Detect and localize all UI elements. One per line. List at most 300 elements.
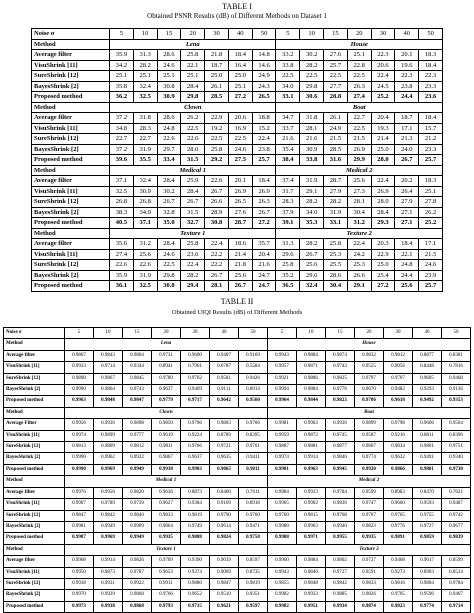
value-cell: 22.1 [395,249,419,260]
table-row [4,499,471,510]
value-cell: 0.9891 [384,533,413,544]
table-row [32,60,443,71]
value-cell: 25.8 [276,260,300,271]
value-cell: 0.9605 [413,373,442,384]
value-cell: 22.9 [205,113,229,124]
value-cell: 0.9653 [152,567,181,578]
value-cell: 0.9819 [239,578,268,589]
table-row [32,270,443,281]
value-cell: 37.1 [110,176,134,187]
value-cell: 0.8941 [152,362,181,373]
value-cell: 0.8873 [181,487,210,498]
value-cell: 0.9407 [210,350,239,361]
value-cell: 21.6 [300,134,324,145]
value-cell: 25.6 [133,249,157,260]
method-name: VisuShrink [11] [4,362,65,373]
value-cell: 15.7 [419,123,443,134]
value-cell: 31.9 [133,270,157,281]
value-cell: 0.9510 [210,590,239,601]
image-name-right: Medical 2 [268,476,471,487]
value-cell: 30.8 [157,281,181,292]
value-cell: 0.9867 [65,350,94,361]
value-cell: 0.9787 [123,567,152,578]
value-cell: 0.9812 [384,350,413,361]
value-cell: 0.9765 [384,510,413,521]
value-cell: 20.1 [228,176,252,187]
value-cell: 0.9637 [152,385,181,396]
table1-number: TABLE I [222,2,252,11]
noise-level-cell: 5 [268,328,297,339]
image-name-left: Lena [110,39,276,50]
method-name: Proposed method [32,218,110,229]
method-name: BayesShrink [2] [32,144,110,155]
value-cell: 31.7 [276,186,300,197]
value-cell: 23.6 [181,249,205,260]
value-cell: 24.5 [371,81,395,92]
value-cell: 0.9842 [326,578,355,589]
value-cell: 38.3 [110,207,134,218]
method-name: Average filter [4,487,65,498]
value-cell: 0.9069 [210,567,239,578]
value-cell: 24.3 [252,81,276,92]
value-cell: 0.9591 [355,567,384,578]
value-cell: 0.9599 [355,487,384,498]
value-cell: 26.9 [228,186,252,197]
value-cell: 27.2 [371,281,395,292]
value-cell: 30.9 [300,144,324,155]
value-cell: 31.5 [181,155,205,166]
method-name: SureShrink [12] [32,134,110,145]
table-row [32,155,443,166]
value-cell: 30.8 [205,218,229,229]
table-row [4,396,471,407]
value-cell: 0.9804 [413,578,442,589]
value-cell: 25.7 [252,155,276,166]
value-cell: 0.9866 [384,464,413,475]
value-cell: 26.1 [324,113,348,124]
value-cell: 36.5 [276,281,300,292]
value-cell: 36.2 [110,92,134,103]
method-name: VisuShrink [11] [4,499,65,510]
value-cell: 22.5 [276,71,300,82]
value-cell: 28.1 [205,281,229,292]
value-cell: 0.9743 [326,362,355,373]
value-cell: 0.9801 [413,442,442,453]
value-cell: 28.7 [228,218,252,229]
value-cell: 0.9706 [181,419,210,430]
value-cell: 29.8 [300,81,324,92]
value-cell: 0.9714 [94,362,123,373]
value-cell: 28.0 [371,155,395,166]
value-cell: 18.8 [252,113,276,124]
image-name-right: House [276,39,443,50]
value-cell: 0.9593 [413,499,442,510]
value-cell: 0.9938 [65,578,94,589]
value-cell: 28.2 [133,60,157,71]
value-cell: 29.6 [300,270,324,281]
value-cell: 0.9492 [413,396,442,407]
value-cell: 35.4 [276,144,300,155]
value-cell: 27.2 [228,92,252,103]
value-cell: 0.9885 [326,590,355,601]
value-cell: 0.9965 [268,499,297,510]
value-cell: 0.9943 [268,350,297,361]
value-cell: 28.2 [300,60,324,71]
value-cell: 0.9867 [355,442,384,453]
method-label: Method [4,407,65,418]
value-cell: 0.9600 [181,350,210,361]
value-cell: 0.9933 [297,590,326,601]
method-name: VisuShrink [11] [32,123,110,134]
value-cell: 20.1 [395,50,419,61]
value-cell: 0.9636 [152,487,181,498]
value-cell: 22.6 [205,176,229,187]
value-cell: 33.4 [157,155,181,166]
value-cell: 0.9884 [297,556,326,567]
value-cell: 22.5 [300,71,324,82]
value-cell: 0.9789 [94,499,123,510]
value-cell: 0.9969 [94,533,123,544]
value-cell: 28.0 [181,144,205,155]
noise-level-cell: 50 [419,29,443,40]
method-name: SureShrink [12] [4,373,65,384]
value-cell: 0.8599 [442,556,471,567]
value-cell: 24.8 [157,123,181,134]
value-cell: 0.9963 [297,419,326,430]
value-cell: 19.6 [395,60,419,71]
value-cell: 23.3 [419,81,443,92]
value-cell: 0.9751 [442,442,471,453]
value-cell: 0.9826 [123,556,152,567]
table-row [32,144,443,155]
method-name: VisuShrink [11] [32,60,110,71]
table-row [32,92,443,103]
value-cell: 18.4 [228,50,252,61]
value-cell: 22.5 [181,123,205,134]
method-name: SureShrink [12] [4,510,65,521]
value-cell: 0.9936 [94,419,123,430]
method-name: Average filter [4,556,65,567]
value-cell: 0.9784 [326,487,355,498]
method-name: SureShrink [12] [4,442,65,453]
value-cell: 0.9874 [355,601,384,612]
value-cell: 17.1 [395,123,419,134]
value-cell: 0.9867 [94,373,123,384]
section-row [4,476,471,487]
value-cell: 25.2 [419,218,443,229]
value-cell: 0.9777 [123,430,152,441]
value-cell: 26.1 [205,81,229,92]
value-cell: 32.8 [157,207,181,218]
value-cell: 0.9990 [65,453,94,464]
value-cell: 0.9922 [123,453,152,464]
value-cell: 0.9949 [123,464,152,475]
value-cell: 22.3 [371,50,395,61]
value-cell: 0.8789 [210,430,239,441]
value-cell: 0.9834 [384,442,413,453]
table-row [4,510,471,521]
noise-level-cell: 5 [110,29,134,40]
value-cell: 0.9943 [268,567,297,578]
value-cell: 23.6 [419,92,443,103]
value-cell: 0.9971 [297,533,326,544]
value-cell: 0.9962 [94,453,123,464]
value-cell: 0.9990 [65,464,94,475]
value-cell: 0.8470 [413,487,442,498]
value-cell: 34.8 [110,123,134,134]
value-cell: 22.6 [110,260,134,271]
value-cell: 29.1 [347,281,371,292]
value-cell: 18.3 [419,176,443,187]
value-cell: 0.9903 [181,464,210,475]
value-cell: 0.9843 [94,350,123,361]
value-cell: 0.9136 [442,385,471,396]
value-cell: 21.3 [395,134,419,145]
value-cell: 31.8 [133,113,157,124]
value-cell: 0.9850 [152,419,181,430]
value-cell: 0.8395 [239,430,268,441]
method-label: Method [32,165,110,176]
value-cell: 0.9619 [152,430,181,441]
value-cell: 0.9864 [152,521,181,532]
value-cell: 22.7 [110,134,134,145]
value-cell: 25.6 [228,270,252,281]
method-name: Average Filter [4,419,65,430]
value-cell: 31.6 [324,155,348,166]
value-cell: 31.9 [133,144,157,155]
value-cell: 22.4 [205,239,229,250]
value-cell: 22.4 [371,71,395,82]
value-cell: 18.3 [419,50,443,61]
value-cell: 0.9938 [94,601,123,612]
value-cell: 23.9 [419,270,443,281]
value-cell: 0.9898 [123,419,152,430]
value-cell: 0.9797 [355,373,384,384]
value-cell: 26.4 [395,186,419,197]
value-cell: 25.6 [395,281,419,292]
value-cell: 20.2 [395,176,419,187]
value-cell: 28.6 [324,270,348,281]
value-cell: 0.8914 [239,385,268,396]
value-cell: 27.4 [110,249,134,260]
value-cell: 32.4 [133,176,157,187]
value-cell: 0.9990 [65,385,94,396]
value-cell: 0.9768 [326,510,355,521]
value-cell: 35.9 [110,50,134,61]
value-cell: 0.9731 [152,350,181,361]
value-cell: 30.8 [157,81,181,92]
value-cell: 0.9984 [268,487,297,498]
value-cell: 0.9855 [268,578,297,589]
section-row [32,165,443,176]
value-cell: 0.9701 [239,442,268,453]
value-cell: 25.7 [419,281,443,292]
table1-title: Obtained PSNR Results (dB) of Different Methods on Dataset 1 [147,12,327,20]
value-cell: 35.8 [110,81,134,92]
value-cell: 28.1 [300,123,324,134]
method-label: Method [32,228,110,239]
value-cell: 28.4 [181,186,205,197]
noise-level-cell: 5 [65,328,94,339]
image-name-right: Boat [268,407,471,418]
value-cell: 0.9844 [297,396,326,407]
value-cell: 0.9867 [152,453,181,464]
value-cell: 0.9890 [65,373,94,384]
value-cell: 0.9956 [65,419,94,430]
value-cell: 37.9 [276,207,300,218]
value-cell: 18.4 [419,113,443,124]
value-cell: 31.8 [300,113,324,124]
table-row [4,385,471,396]
value-cell: 32.4 [300,281,324,292]
method-name: VisuShrink [11] [32,186,110,197]
value-cell: 0.9743 [123,385,152,396]
image-name-left: Medical 1 [110,165,276,176]
value-cell: 21.8 [228,260,252,271]
value-cell: 0.9637 [181,453,210,464]
value-cell: 29.6 [276,249,300,260]
value-cell: 25.6 [347,176,371,187]
table-row [4,373,471,384]
value-cell: 22.5 [228,134,252,145]
value-cell: 31.2 [133,239,157,250]
value-cell: 0.9973 [65,601,94,612]
value-cell: 30.2 [157,186,181,197]
value-cell: 0.9714 [442,601,471,612]
value-cell: 0.9056 [384,362,413,373]
value-cell: 21.6 [252,260,276,271]
value-cell: 0.9994 [268,385,297,396]
value-cell: 0.9340 [442,453,471,464]
table-row [4,487,471,498]
value-cell: 22.6 [181,134,205,145]
value-cell: 0.9790 [210,510,239,521]
value-cell: 0.9846 [297,567,326,578]
value-cell: 0.9933 [65,362,94,373]
value-cell: 0.9670 [355,385,384,396]
value-cell: 0.9635 [210,453,239,464]
value-cell: 0.9813 [65,442,94,453]
table-row [32,281,443,292]
value-cell: 0.9596 [413,590,442,601]
image-name-right: Texture 2 [276,228,443,239]
value-cell: 30.6 [300,92,324,103]
value-cell: 26.7 [300,249,324,260]
value-cell: 0.9848 [94,396,123,407]
value-cell: 22.1 [181,60,205,71]
value-cell: 0.9981 [268,419,297,430]
method-name: Average filter [4,350,65,361]
value-cell: 0.9945 [326,464,355,475]
value-cell: 21.4 [371,134,395,145]
section-row [32,102,443,113]
value-cell: 0.9587 [355,430,384,441]
value-cell: 0.9934 [326,601,355,612]
table-row [32,249,443,260]
value-cell: 25.8 [324,239,348,250]
value-cell: 0.9468 [442,373,471,384]
value-cell: 0.9426 [239,373,268,384]
value-cell: 30.4 [324,281,348,292]
noise-level-cell: 40 [395,29,419,40]
value-cell: 26.8 [133,197,157,208]
value-cell: 0.8918 [239,499,268,510]
value-cell: 25.1 [228,81,252,92]
value-cell: 0.9618 [384,396,413,407]
value-cell: 25.1 [419,186,443,197]
value-cell: 0.9660 [384,499,413,510]
value-cell: 0.9707 [384,373,413,384]
value-cell: 20.4 [371,113,395,124]
noise-level-cell: 30 [181,328,210,339]
value-cell: 23.8 [252,144,276,155]
value-cell: 0.9847 [65,510,94,521]
table-row [4,453,471,464]
value-cell: 25.0 [371,260,395,271]
value-cell: 0.9970 [65,590,94,601]
method-name: BayesShrink [2] [4,385,65,396]
noise-level-cell: 50 [239,328,268,339]
value-cell: 31.5 [181,207,205,218]
value-cell: 35.0 [157,218,181,229]
value-cell: 22.4 [252,134,276,145]
value-cell: 0.9931 [94,578,123,589]
value-cell: 0.9865 [210,464,239,475]
value-cell: 0.9482 [384,385,413,396]
value-cell: 0.9216 [384,430,413,441]
value-cell: 0.9293 [413,385,442,396]
value-cell: 18.7 [205,60,229,71]
value-cell: 29.8 [157,270,181,281]
value-cell: 26.7 [205,270,229,281]
method-name: Proposed method [32,155,110,166]
value-cell: 25.4 [371,270,395,281]
value-cell: 0.9469 [181,385,210,396]
value-cell: 34.0 [276,81,300,92]
value-cell: 28.4 [371,207,395,218]
value-cell: 0.9832 [355,350,384,361]
value-cell: 22.8 [347,60,371,71]
method-name: BayesShrink [2] [4,453,65,464]
value-cell: 0.9745 [326,430,355,441]
value-cell: 0.9739 [123,499,152,510]
method-name: BayesShrink [2] [32,207,110,218]
method-label: Method [4,339,65,350]
value-cell: 28.5 [205,92,229,103]
value-cell: 0.9873 [94,567,123,578]
value-cell: 0.9840 [123,510,152,521]
value-cell: 30.4 [347,207,371,218]
method-name: BayesShrink [2] [32,81,110,92]
noise-level-cell: 40 [228,29,252,40]
value-cell: 0.9847 [210,578,239,589]
value-cell: 0.8903 [413,567,442,578]
value-cell: 0.9957 [268,362,297,373]
table-row [32,207,443,218]
value-cell: 22.5 [347,123,371,134]
value-cell: 0.9801 [413,464,442,475]
value-cell: 24.9 [252,71,276,82]
image-name-left: Texture 1 [110,228,276,239]
method-name: Average filter [32,50,110,61]
header-row [32,29,443,40]
value-cell: 25.2 [371,92,395,103]
value-cell: 0.9982 [268,590,297,601]
table-row [32,186,443,197]
value-cell: 22.5 [347,71,371,82]
value-cell: 26.3 [252,197,276,208]
method-name: VisuShrink [11] [32,249,110,260]
